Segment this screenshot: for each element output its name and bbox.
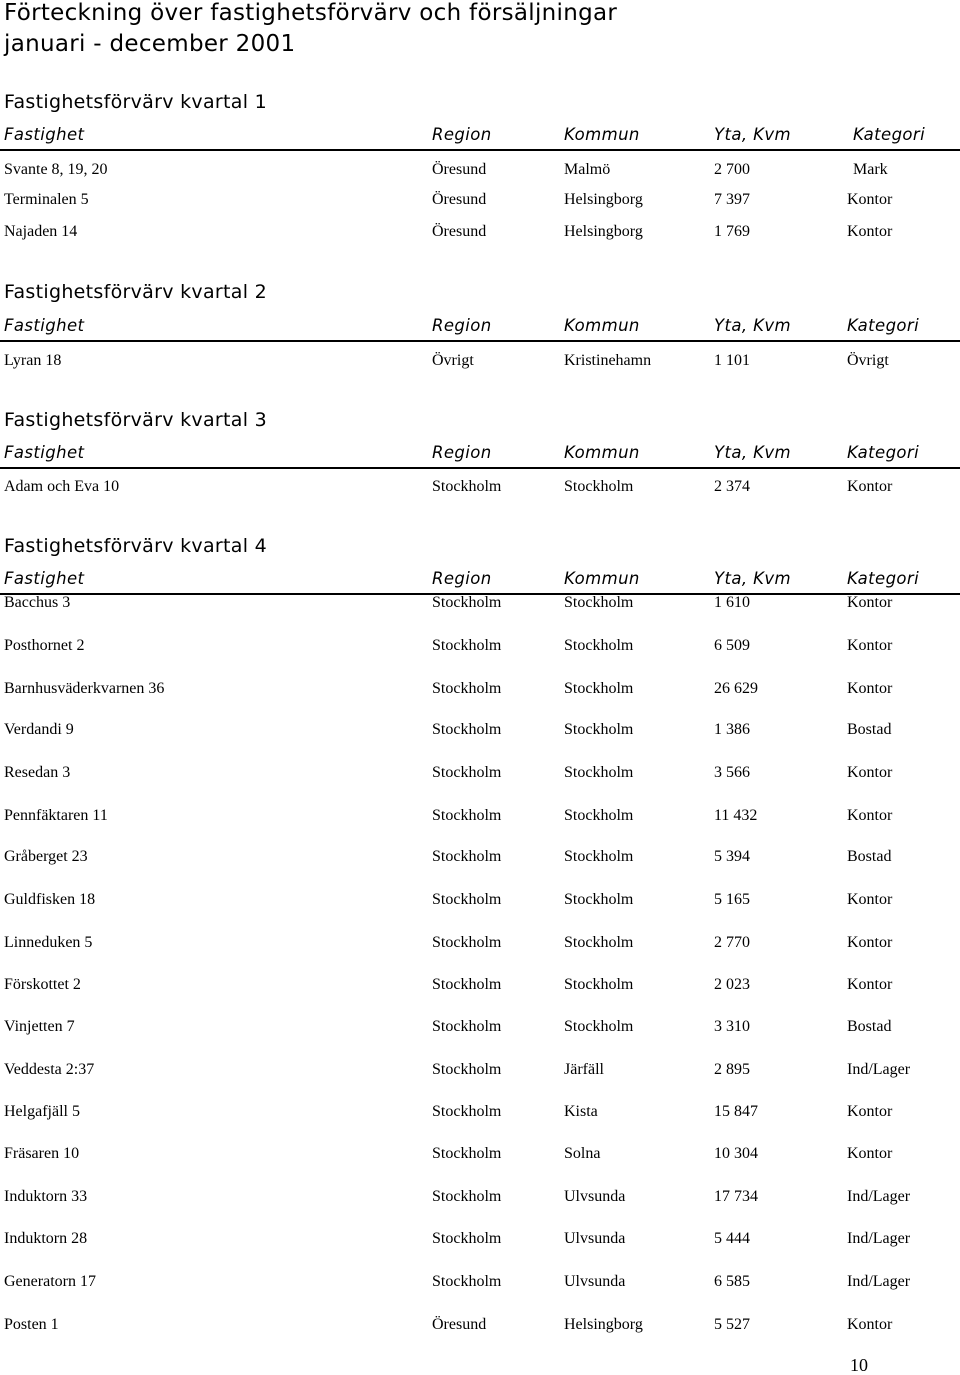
cell-region: Stockholm [432,1188,502,1205]
table-row [0,1062,960,1082]
cell-yta: 5 527 [714,1316,750,1333]
cell-kategori: Ind/Lager [847,1188,911,1205]
table-row [0,162,960,182]
cell-fastighet: Vinjetten 7 [4,1018,75,1035]
cell-kategori: Kontor [847,934,893,951]
cell-kategori: Kontor [847,1316,893,1333]
cell-kategori: Kontor [847,478,893,495]
cell-kategori: Övrigt [847,352,889,369]
cell-kategori: Bostad [847,721,892,738]
cell-fastighet: Gråberget 23 [4,848,88,865]
cell-fastighet: Veddesta 2:37 [4,1061,95,1078]
table-row [0,1104,960,1124]
cell-region: Stockholm [432,934,502,951]
column-header-yta: Yta, Kvm [714,125,792,144]
cell-yta: 26 629 [714,680,758,697]
table-row [0,808,960,828]
cell-kategori: Ind/Lager [847,1061,911,1078]
cell-kommun: Järfäll [564,1061,604,1078]
cell-region: Stockholm [432,1273,502,1290]
cell-region: Öresund [432,1316,487,1333]
cell-yta: 1 386 [714,721,750,738]
cell-yta: 11 432 [714,807,758,824]
cell-yta: 1 101 [714,352,750,369]
cell-kategori: Kontor [847,594,893,611]
cell-fastighet: Fräsaren 10 [4,1145,80,1162]
cell-kategori: Kontor [847,680,893,697]
table-row [0,1019,960,1039]
cell-fastighet: Linneduken 5 [4,934,93,951]
cell-yta: 5 394 [714,848,750,865]
cell-kommun: Stockholm [564,848,634,865]
table-row [0,353,960,373]
column-header-kommun: Kommun [564,316,640,335]
cell-fastighet: Helgafjäll 5 [4,1103,80,1120]
cell-kategori: Kontor [847,807,893,824]
cell-region: Stockholm [432,764,502,781]
table-row [0,977,960,997]
table-row [0,1189,960,1209]
cell-kommun: Solna [564,1145,601,1162]
cell-kategori: Bostad [847,848,892,865]
column-header-kommun: Kommun [564,125,640,144]
cell-yta: 2 374 [714,478,750,495]
section-heading-q1: Fastighetsförvärv kvartal 1 [4,91,268,113]
table-row [0,1231,960,1251]
cell-yta: 5 444 [714,1230,750,1247]
column-header-region: Region [432,443,492,462]
cell-fastighet: Guldfisken 18 [4,891,96,908]
column-header-fastighet: Fastighet [4,569,85,588]
cell-region: Stockholm [432,1230,502,1247]
cell-yta: 3 566 [714,764,750,781]
cell-region: Öresund [432,191,487,208]
cell-yta: 15 847 [714,1103,758,1120]
section-heading-q4: Fastighetsförvärv kvartal 4 [4,535,268,557]
cell-yta: 6 585 [714,1273,750,1290]
table-header-q2 [0,318,960,342]
table-row [0,765,960,785]
table-row [0,849,960,869]
cell-fastighet: Förskottet 2 [4,976,81,993]
column-header-yta: Yta, Kvm [714,443,792,462]
table-row [0,1317,960,1337]
column-header-kategori: Kategori [847,443,920,462]
cell-kommun: Ulvsunda [564,1273,626,1290]
cell-fastighet: Svante 8, 19, 20 [4,161,108,178]
cell-kommun: Stockholm [564,594,634,611]
column-header-kategori: Kategori [847,569,920,588]
cell-region: Stockholm [432,1145,502,1162]
cell-kommun: Ulvsunda [564,1230,626,1247]
column-header-fastighet: Fastighet [4,316,85,335]
cell-kommun: Stockholm [564,680,634,697]
cell-fastighet: Adam och Eva 10 [4,478,120,495]
cell-region: Stockholm [432,478,502,495]
cell-kategori: Kontor [847,191,893,208]
cell-kommun: Stockholm [564,807,634,824]
cell-yta: 10 304 [714,1145,758,1162]
cell-kategori: Bostad [847,1018,892,1035]
column-header-kategori: Kategori [853,125,926,144]
cell-region: Stockholm [432,807,502,824]
cell-kommun: Ulvsunda [564,1188,626,1205]
column-header-yta: Yta, Kvm [714,316,792,335]
section-heading-q2: Fastighetsförvärv kvartal 2 [4,281,268,303]
cell-fastighet: Generatorn 17 [4,1273,96,1290]
cell-region: Stockholm [432,1103,502,1120]
column-header-kommun: Kommun [564,569,640,588]
cell-kategori: Ind/Lager [847,1273,911,1290]
table-row [0,1274,960,1294]
cell-region: Stockholm [432,594,502,611]
cell-yta: 6 509 [714,637,750,654]
cell-yta: 3 310 [714,1018,750,1035]
column-header-region: Region [432,569,492,588]
table-header-q3 [0,445,960,469]
table-row [0,638,960,658]
cell-kommun: Malmö [564,161,611,178]
cell-fastighet: Induktorn 28 [4,1230,88,1247]
table-row [0,224,960,244]
cell-region: Öresund [432,161,487,178]
column-header-fastighet: Fastighet [4,125,85,144]
cell-kommun: Kista [564,1103,598,1120]
column-header-yta: Yta, Kvm [714,569,792,588]
cell-region: Stockholm [432,1061,502,1078]
cell-fastighet: Lyran 18 [4,352,62,369]
table-row [0,595,960,615]
column-header-kommun: Kommun [564,443,640,462]
cell-kommun: Stockholm [564,976,634,993]
cell-fastighet: Pennfäktaren 11 [4,807,108,824]
cell-kategori: Kontor [847,223,893,240]
cell-kommun: Helsingborg [564,1316,643,1333]
column-header-fastighet: Fastighet [4,443,85,462]
cell-yta: 1 610 [714,594,750,611]
column-header-region: Region [432,125,492,144]
cell-fastighet: Induktorn 33 [4,1188,88,1205]
table-row [0,935,960,955]
table-header-q1 [0,127,960,151]
cell-kommun: Stockholm [564,1018,634,1035]
cell-region: Stockholm [432,1018,502,1035]
cell-region: Stockholm [432,680,502,697]
cell-region: Stockholm [432,637,502,654]
cell-kategori: Kontor [847,891,893,908]
section-heading-q3: Fastighetsförvärv kvartal 3 [4,409,268,431]
document-title-line-1: Förteckning över fastighetsförvärv och försäljningar [4,0,618,26]
cell-kommun: Stockholm [564,478,634,495]
cell-fastighet: Najaden 14 [4,223,78,240]
cell-yta: 1 769 [714,223,750,240]
cell-fastighet: Resedan 3 [4,764,71,781]
cell-fastighet: Terminalen 5 [4,191,89,208]
cell-fastighet: Posten 1 [4,1316,59,1333]
cell-region: Stockholm [432,891,502,908]
table-row [0,1146,960,1166]
cell-kommun: Helsingborg [564,223,643,240]
cell-yta: 5 165 [714,891,750,908]
document-title-line-2: januari - december 2001 [4,31,296,57]
table-header-q4 [0,571,960,595]
cell-kategori: Kontor [847,637,893,654]
cell-kategori: Ind/Lager [847,1230,911,1247]
cell-fastighet: Bacchus 3 [4,594,71,611]
column-header-kategori: Kategori [847,316,920,335]
cell-kommun: Stockholm [564,891,634,908]
table-row [0,681,960,701]
cell-kommun: Stockholm [564,637,634,654]
table-row [0,479,960,499]
cell-kommun: Stockholm [564,721,634,738]
cell-kategori: Kontor [847,764,893,781]
cell-region: Stockholm [432,721,502,738]
cell-kommun: Stockholm [564,934,634,951]
cell-kategori: Kontor [847,1103,893,1120]
cell-region: Öresund [432,223,487,240]
cell-kategori: Mark [853,161,888,178]
cell-yta: 17 734 [714,1188,758,1205]
cell-yta: 2 895 [714,1061,750,1078]
cell-kategori: Kontor [847,976,893,993]
table-row [0,722,960,742]
cell-yta: 7 397 [714,191,750,208]
table-row [0,192,960,212]
cell-yta: 2 770 [714,934,750,951]
table-row [0,892,960,912]
cell-yta: 2 700 [714,161,750,178]
cell-kommun: Stockholm [564,764,634,781]
cell-fastighet: Posthornet 2 [4,637,85,654]
cell-region: Stockholm [432,848,502,865]
cell-kommun: Kristinehamn [564,352,652,369]
cell-kategori: Kontor [847,1145,893,1162]
column-header-region: Region [432,316,492,335]
cell-fastighet: Verdandi 9 [4,721,74,738]
cell-fastighet: Barnhusväderkvarnen 36 [4,680,165,697]
cell-region: Övrigt [432,352,474,369]
cell-kommun: Helsingborg [564,191,643,208]
cell-region: Stockholm [432,976,502,993]
cell-yta: 2 023 [714,976,750,993]
page-number: 10 [850,1355,868,1375]
